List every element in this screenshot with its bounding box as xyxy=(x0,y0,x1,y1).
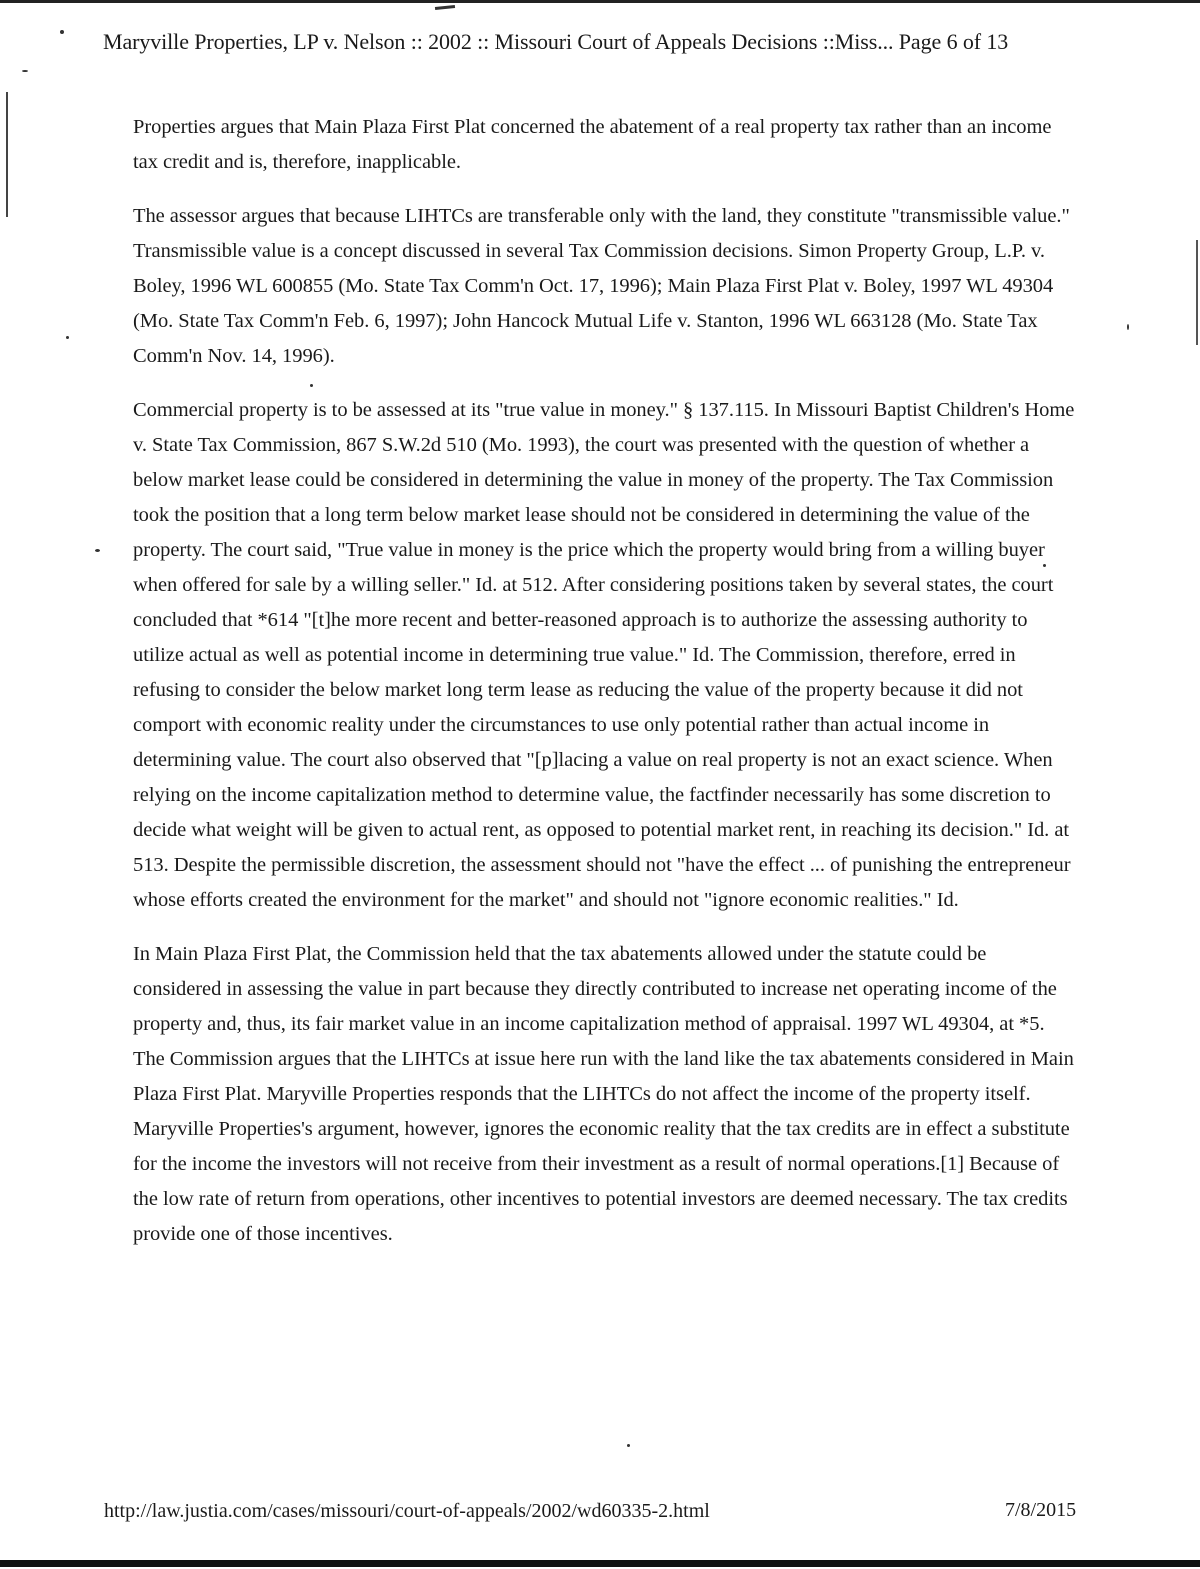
page-header: Maryville Properties, LP v. Nelson :: 2002 :: Missouri Court of Appeals Decisions ::Miss... Page 6 of 13 xyxy=(103,29,1009,54)
paragraph: In Main Plaza First Plat, the Commission held that the tax abatements allowed under the statute could be considered in assessing the value in part because they directly contributed to increase net operating income of the property and, thus, its fair market value in an income capitalization method of appraisal. 1997 WL 49304, at *5. The Commission argues that the LIHTCs at issue here run with the land like the tax abatements considered in Main Plaza First Plat. Maryville Properties responds that the LIHTCs do not affect the income of the property itself. Maryville Properties's argument, however, ignores the economic reality that the tax credits are in effect a substitute for the income the investors will not receive from their investment as a result of normal operations.[1] Because of the low rate of return from operations, other incentives to potential investors are deemed necessary. The tax credits provide one of those incentives. xyxy=(133,943,1074,1245)
paragraph: The assessor argues that because LIHTCs are transferable only with the land, they constitute "transmissible value." Transmissible value is a concept discussed in several Tax Commission decisions. Simon Property Group, L.P. v. Boley, 1996 WL 600855 (Mo. State Tax Comm'n Oct. 17, 1996); Main Plaza First Plat v. Boley, 1997 WL 49304 (Mo. State Tax Comm'n Feb. 6, 1997); John Hancock Mutual Life v. Stanton, 1996 WL 663128 (Mo. State Tax Comm'n Nov. 14, 1996). xyxy=(133,205,1070,367)
scan-speck xyxy=(627,1444,630,1447)
document-body xyxy=(133,110,1078,1271)
scan-artifact-mark xyxy=(435,5,455,10)
scan-speck xyxy=(60,30,64,34)
scan-speck xyxy=(95,549,100,552)
paragraph: Properties argues that Main Plaza First Plat concerned the abatement of a real property tax rather than an income tax credit and is, therefore, inapplicable. xyxy=(133,116,1052,173)
paragraph: Commercial property is to be assessed at its "true value in money." § 137.115. In Missouri Baptist Children's Home v. State Tax Commission, 867 S.W.2d 510 (Mo. 1993), the court was presented with the question of whether a below market lease could be considered in determining the value in money of the property. The Tax Commission took the position that a long term below market lease should not be considered in determining the value of the property. The court said, "True value in money is the price which the property would bring from a willing buyer when offered for sale by a willing seller." Id. at 512. After considering positions taken by several states, the court concluded that *614 "[t]he more recent and better-reasoned approach is to authorize the assessing authority to utilize actual as well as potential income in determining true value." Id. The Commission, therefore, erred in refusing to consider the below market long term lease as reducing the value of the property because it did not comport with economic reality under the circumstances to use only potential rather than actual income in determining value. The court also observed that "[p]lacing a value on real property is not an exact science. When relying on the income capitalization method to determine value, the factfinder necessarily has some discretion to decide what weight will be given to actual rent, as opposed to potential market rent, in reaching its decision." Id. at 513. Despite the permissible discretion, the assessment should not "have the effect ... of punishing the entrepreneur whose efforts created the environment for the market" and should not "ignore economic realities." Id. xyxy=(133,399,1075,911)
scan-speck xyxy=(1127,324,1129,330)
scan-speck xyxy=(22,70,28,72)
scan-border-top xyxy=(0,0,1200,3)
scan-edge-right xyxy=(1196,240,1198,345)
scan-speck xyxy=(66,336,69,339)
scan-edge-left xyxy=(6,92,8,217)
footer-date: 7/8/2015 xyxy=(1005,1499,1077,1521)
scan-border-bottom xyxy=(0,1560,1200,1567)
footer-url: http://law.justia.com/cases/missouri/court-of-appeals/2002/wd60335-2.html xyxy=(104,1500,710,1522)
